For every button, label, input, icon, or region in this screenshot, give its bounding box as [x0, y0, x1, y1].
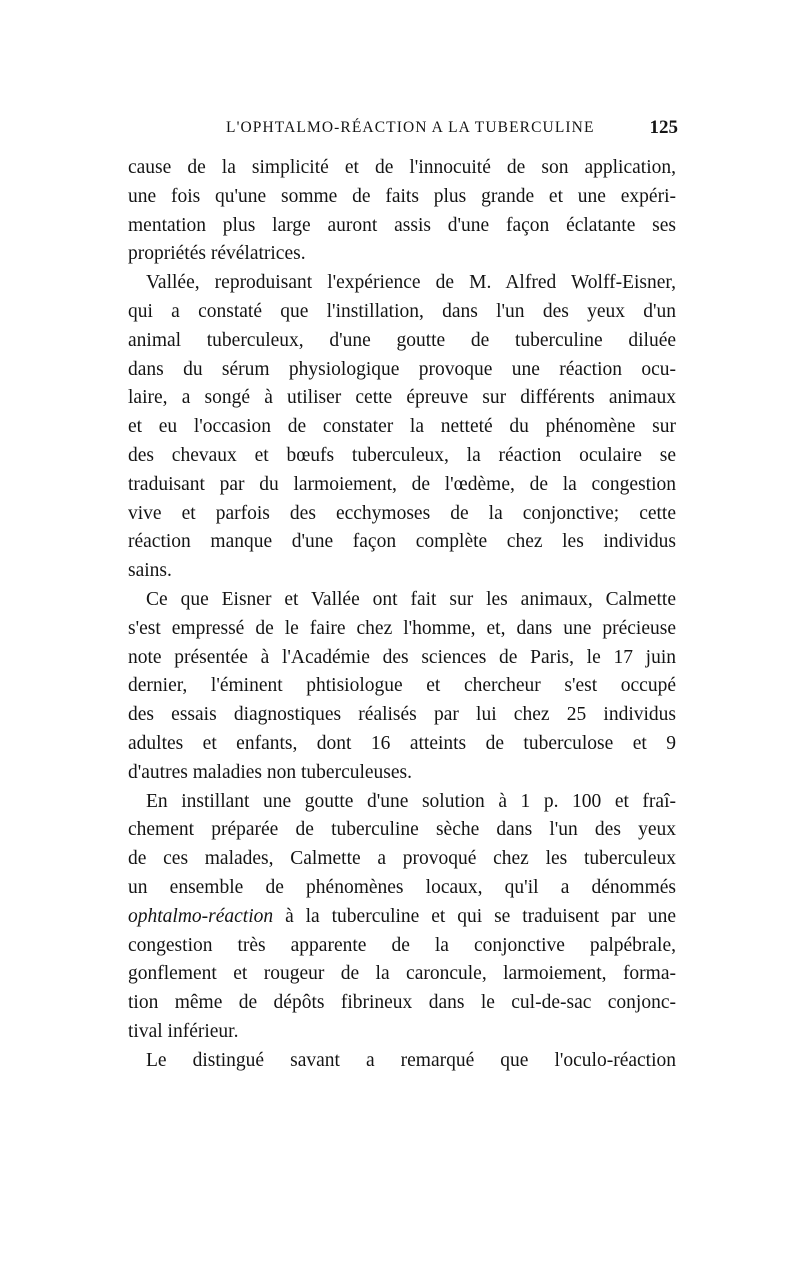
text-line: Vallée, reproduisant l'expérience de M. Alfred Wolff-Eisner,	[146, 272, 676, 294]
text-line: laire, a songé à utiliser cette épreuve sur différents animaux	[128, 387, 676, 409]
text-line: des essais diagnostiques réalisés par lui chez 25 individus	[128, 704, 676, 726]
text-line: gonflement et rougeur de la caroncule, larmoiement, forma-	[128, 963, 676, 985]
text-line: d'autres maladies non tuberculeuses.	[128, 761, 413, 783]
text-line: un ensemble de phénomènes locaux, qu'il a dénommés	[128, 876, 676, 898]
text-line: mentation plus large auront assis d'une façon éclatante ses	[128, 214, 676, 236]
text-line: Ce que Eisner et Vallée ont fait sur les animaux, Calmette	[146, 588, 676, 610]
text-line: sains.	[128, 560, 172, 582]
text-line: Le distingué savant a remarqué que l'oculo-réaction	[146, 1049, 676, 1071]
text-line: adultes et enfants, dont 16 atteints de tuberculose et 9	[128, 732, 676, 754]
text-line: traduisant par du larmoiement, de l'œdème, de la congestion	[128, 473, 676, 495]
text-line: dernier, l'éminent phtisiologue et chercheur s'est occupé	[128, 675, 676, 697]
text-line: congestion très apparente de la conjonctive palpébrale,	[128, 934, 676, 956]
italic-term: ophtalmo-réaction	[128, 905, 274, 927]
text-line: de ces malades, Calmette a provoqué chez les tuberculeux	[128, 848, 676, 870]
text-line: qui a constaté que l'instillation, dans l'un des yeux d'un	[128, 300, 676, 322]
text-line: tion même de dépôts fibrineux dans le cul-de-sac conjonc-	[128, 992, 676, 1014]
text-run: à la tuberculine et qui se traduisent par une	[273, 905, 676, 927]
text-line: s'est empressé de le faire chez l'homme, et, dans une précieuse	[128, 617, 676, 639]
text-line: réaction manque d'une façon complète chez les individus	[128, 531, 676, 553]
text-line: et eu l'occasion de constater la netteté du phénomène sur	[128, 416, 676, 438]
text-line: cause de la simplicité et de l'innocuité de son application,	[128, 157, 676, 178]
running-head	[128, 116, 678, 140]
text-line: animal tuberculeux, d'une goutte de tuberculine diluée	[128, 329, 676, 351]
running-title: L'OPHTALMO-RÉACTION A LA TUBERCULINE	[226, 119, 595, 136]
text-line: propriétés révélatrices.	[128, 243, 306, 265]
text-line-with-italic	[128, 903, 676, 932]
text-line: une fois qu'une somme de faits plus grande et une expéri-	[128, 185, 676, 207]
text-line: En instillant une goutte d'une solution à 1 p. 100 et fraî-	[146, 790, 676, 812]
text-line: des chevaux et bœufs tuberculeux, la réaction oculaire se	[128, 444, 676, 466]
page-number: 125	[649, 117, 678, 138]
text-line: vive et parfois des ecchymoses de la conjonctive; cette	[128, 502, 676, 524]
text-line: tival inférieur.	[128, 1020, 239, 1042]
body-text	[128, 154, 676, 1076]
text-line: dans du sérum physiologique provoque une réaction ocu-	[128, 358, 676, 380]
text-line: chement préparée de tuberculine sèche dans l'un des yeux	[128, 819, 676, 841]
text-line: note présentée à l'Académie des sciences de Paris, le 17 juin	[128, 646, 676, 668]
